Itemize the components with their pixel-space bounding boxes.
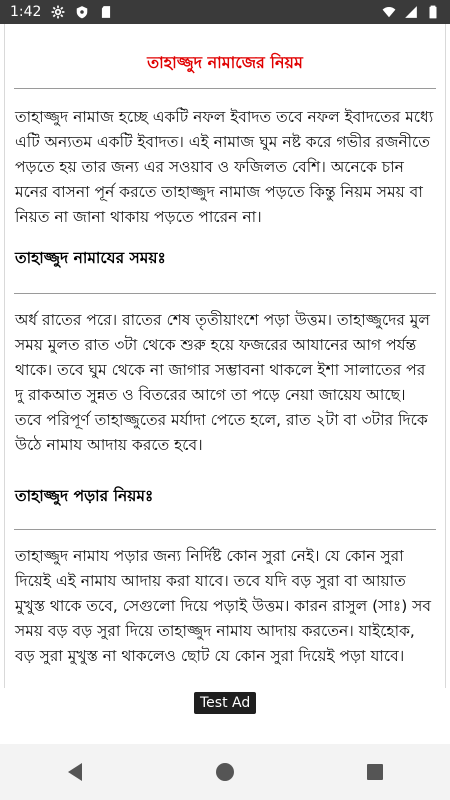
divider bbox=[14, 88, 436, 89]
home-icon[interactable] bbox=[205, 752, 245, 792]
divider bbox=[14, 529, 436, 530]
section-heading-rules: তাহাজ্জুদ পড়ার নিয়মঃ bbox=[15, 487, 154, 505]
section-body-rules: তাহাজ্জুদ নামায পড়ার জন্য নির্দিষ্ট কোন সুরা নেই। যে কোন সুরা দিয়েই এই নামায আদায় করা যাবে। তবে যদি বড় সুরা বা আয়াত মুখুস্ত থাকে তবে, সেগুলো দিয়ে পড়াই উত্তম। কারন রাসুল (সাঃ) সব সময় বড় বড় সুরা দিয়ে তাহাজ্জুদ নামায আদায় করতেন। যাইহোক, বড় সুরা মুখুস্ত না থাকলেও ছোট যে কোন সুরা দিয়েই পড়া যাবে। bbox=[15, 547, 432, 665]
article-scroll-view[interactable] bbox=[4, 24, 446, 688]
recents-icon[interactable] bbox=[355, 752, 395, 792]
battery-icon bbox=[426, 5, 440, 19]
ad-banner[interactable] bbox=[0, 688, 450, 744]
status-time: 1:42 bbox=[10, 4, 42, 20]
sd-card-icon bbox=[99, 5, 113, 19]
signal-icon bbox=[404, 5, 418, 19]
status-bar bbox=[0, 0, 450, 24]
page-title: তাহাজ্জুদ নামাজের নিয়ম bbox=[147, 53, 303, 72]
wifi-icon bbox=[382, 5, 396, 19]
section-heading-time: তাহাজ্জুদ নামাযের সময়ঃ bbox=[15, 249, 166, 267]
shield-icon bbox=[75, 5, 89, 19]
gear-icon bbox=[51, 5, 65, 19]
divider bbox=[14, 293, 436, 294]
test-ad-label[interactable]: Test Ad bbox=[194, 692, 256, 714]
section-body-time: অর্ধ রাতের পরে। রাতের শেষ তৃতীয়াংশে পড়া উত্তম। তাহাজ্জুদের মুল সময় মুলত রাত ৩টা থেকে শুরু হয়ে ফজরের আযানের আগ পর্যন্ত থাকে। তবে ঘুম থেকে না জাগার সম্ভাবনা থাকলে ইশা সালাতের পর দু রাকআত সুন্নত ও বিতরের আগে তা পড়ে নেয়া জায়েয আছে। তবে পরিপূর্ণ তাহাজ্জুতের মর্যাদা পেতে হলে, রাত ২টা বা ৩টার দিকে উঠে নামায আদায় করতে হবে। bbox=[15, 311, 430, 454]
back-icon[interactable] bbox=[55, 752, 95, 792]
intro-paragraph: তাহাজ্জুদ নামাজ হচ্ছে একটি নফল ইবাদত তবে নফল ইবাদতের মধ্যে এটি অন্যতম একটি ইবাদত। এই নামাজ ঘুম নষ্ট করে গভীর রজনীতে পড়তে হয় তার জন্য এর সওয়াব ও ফজিলত বেশি। অনেকে চান মনের বাসনা পূর্ন করতে তাহাজ্জুদ নামাজ পড়তে কিন্তু নিয়ম সময় বা নিয়ত না জানা থাকায় পড়তে পারেন না। bbox=[15, 108, 434, 226]
navigation-bar bbox=[0, 744, 450, 800]
